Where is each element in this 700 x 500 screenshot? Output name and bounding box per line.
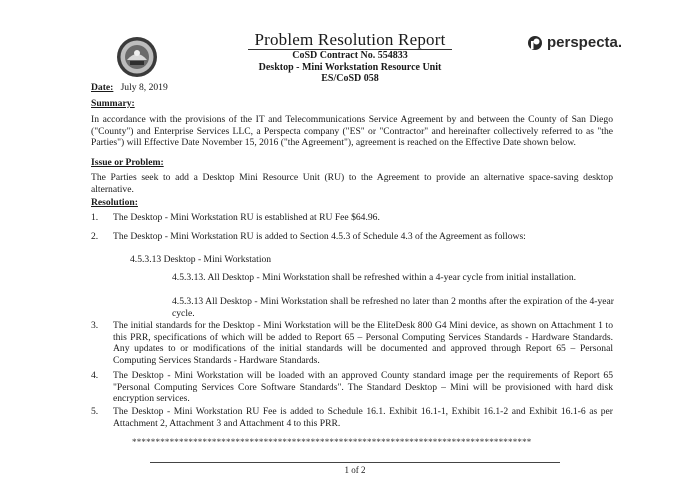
clause-b: 4.5.3.13 All Desktop - Mini Workstation shall be refreshed no later than 2 months after the expiration of the 4-year cycle. <box>172 296 614 319</box>
issue-label: Issue or Problem: <box>91 157 164 168</box>
item-text: The Desktop - Mini Workstation will be loaded with an approved County standard image per the requirements of Report 65 "Personal Computing Services Core Software Standards". The Standard Desktop – Mini will be provisioned with hard disk encryption services. <box>113 370 613 405</box>
issue-text: The Parties seek to add a Desktop Mini Resource Unit (RU) to the Agreement to provide an alternative space-saving desktop alternative. <box>91 172 613 195</box>
item-number: 5. <box>91 406 99 417</box>
clause-a: 4.5.3.13. All Desktop - Mini Workstation shall be refreshed within a 4-year cycle from initial installation. <box>172 272 577 283</box>
item-number: 3. <box>91 320 99 331</box>
item-number: 4. <box>91 370 99 381</box>
section-heading: 4.5.3.13 Desktop - Mini Workstation <box>130 254 272 265</box>
item-text: The Desktop - Mini Workstation RU is established at RU Fee $64.96. <box>113 212 380 223</box>
item-text: The Desktop - Mini Workstation RU Fee is added to Schedule 16.1. Exhibit 16.1-1, Exhibit 16.1-2 and Exhibit 16.1-6 as per Attachment 2, Attachment 3 and Attachment 4 to this PRR. <box>113 406 613 429</box>
perspecta-logo-icon <box>527 35 543 51</box>
date-line <box>91 82 168 94</box>
item-text: The initial standards for the Desktop - Mini Workstation will be the EliteDesk 800 G4 Mini device, as shown on Attachment 1 to this PRR, specifications of which will be added to Report 65 – Personal Computing Services Standards - Hardware Standards. Any updates to or modifications of the initial standards will be documented and approved through Report 65 – Personal Computing Services Standards - Hardware Standards. <box>113 320 613 366</box>
page-number: 1 of 2 <box>344 465 366 475</box>
report-header <box>200 30 500 85</box>
resolution-item <box>91 231 613 243</box>
separator-line: ************************************************************************************* <box>132 437 532 447</box>
date-label: Date: <box>91 82 114 93</box>
summary-text: In accordance with the provisions of the IT and Telecommunications Service Agreement by and between the County of San Diego ("County") and Enterprise Services LLC, a Perspecta company ("ES" or "Contractor" and hereinafter collectively referred to as "the Parties") will Effective Date November 15, 2016 ("the Agreement"), agreement is reached on the Effective Date shown below. <box>91 114 613 149</box>
footer-rule <box>150 462 560 463</box>
date-value: July 8, 2019 <box>120 82 168 93</box>
report-subject: Desktop - Mini Workstation Resource Unit <box>258 61 442 73</box>
summary-label: Summary: <box>91 98 135 109</box>
perspecta-logo <box>527 34 622 51</box>
report-reference: ES/CoSD 058 <box>321 73 379 84</box>
item-number: 2. <box>91 231 99 242</box>
resolution-label: Resolution: <box>91 197 138 208</box>
resolution-item <box>91 212 613 224</box>
report-title: Problem Resolution Report <box>248 30 451 50</box>
item-text: The Desktop - Mini Workstation RU is added to Section 4.5.3 of Schedule 4.3 of the Agreement as follows: <box>113 231 526 242</box>
item-number: 1. <box>91 212 99 223</box>
contract-number: CoSD Contract No. 554833 <box>292 50 408 61</box>
resolution-item <box>91 406 613 429</box>
resolution-item <box>91 320 613 366</box>
county-seal-icon <box>116 36 158 78</box>
resolution-item <box>91 370 613 405</box>
logo-wordmark: perspecta. <box>547 34 623 51</box>
